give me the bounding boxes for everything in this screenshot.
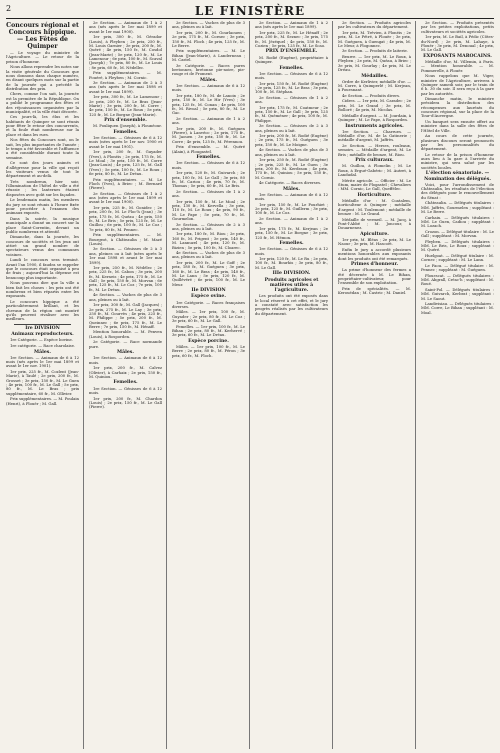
paragraph: 1re Catégorie. — Races françaises diverses. <box>172 299 245 309</box>
page-number: 2 <box>6 4 12 13</box>
paragraph: 1er prix, M. Trévien, à Plonéis ; 2e prix, M. Le Pétré, à Plouër ; 3e prix, M. Guéguen, à Guengat ; 4e prix, M. Le Meur, à Plogonnec. <box>338 29 411 48</box>
column-2 <box>89 21 167 749</box>
paragraph: Carhaix. — Délégués titulaires : MM. Le Guen, Cadiou ; suppléant : M. Lozach. <box>421 214 494 229</box>
paragraph: 1er prix, 200 fr., M. Guyader (Yves), à Plonéis ; 2e prix, 175 fr., M. Le Moal ; 3e prix, 150 fr., M. Corre (Jean-Louis) ; 4e prix, 125 fr., M. Gall (Yves) ; 5e prix, 100 fr., M. Le Roux ; 6e prix, 80 fr., M. Le Dréau. <box>89 149 162 177</box>
paragraph: 1re Section. — Génisses de 6 à 12 mois. <box>89 385 162 395</box>
paragraph: 2e Section. — Herses, rouleaux, semoirs. — Médaille d'argent, M. Le Bris ; médaille de bronze, M. Riou. <box>338 143 411 157</box>
paragraph: Lundi le concours sera terminé. Avant l'an 1900, il faudra se rappeler que le concours était organisé à peu de frais ; aujourd'hui la dépense est beaucoup plus importante. <box>6 257 79 280</box>
paragraph: 2e Section. — Génisses de 1 à 2 ans. <box>255 94 328 105</box>
paragraph: Ces jours-là, les élus et les habitants de Quimper se sont réunis pour fêter le retour des concurrents, et la foule était nombreuse sur la place et dans les rues. <box>6 114 79 137</box>
paragraph: 1er prix, 300 fr., M. Gall (Jacques) ; 2e prix, 275 fr., M. Le Lay ; 3e prix, 250 fr., M. Gourvès ; 4e prix, 225 fr., M. Philippe ; 5e prix, 200 fr., M. Queinnec ; 6e prix, 175 fr., M. Le Berre ; 7e prix, 150 fr., M. Hénaff. <box>89 302 162 329</box>
paragraph: 1er prix, 300 fr., M. Le Lamenour ; 2e prix, 250 fr., M. Le Bras (Jean-Marie) ; 3e prix, 200 fr., M. Corre ; 4e prix, 150 fr., M. Le Roux ; 5e prix, 125 fr., M. Le Borgne (Jean-Marie). <box>89 94 162 117</box>
paragraph: 1er prix, 200 fr., M. Le Goff ; 2e prix, 180 fr., M. Guéguen ; 3e prix, 160 fr., M. Le Bras ; 4e prix, 140 fr., M. Le Lann ; 5e prix, 120 fr., M. Quillévéré ; 6e prix, 100 fr., M. Le Meur. <box>172 259 245 287</box>
paragraph: Crozon. — Délégué titulaire : M. Le Gall ; suppléant : M. Morvan. <box>421 228 494 239</box>
section-heading: Primes d'honneur. <box>350 262 399 268</box>
paragraph: 2e Section. — Génisses de 1 à 2 ans (nées après le 1er mai 1899 et avant le 1er mai 1900). <box>89 190 162 205</box>
section-heading: Instruments agricoles. <box>345 123 404 129</box>
paragraph: Mâles. — 1er prix, 100 fr., M. Guyader ; 2e prix, 80 fr., M. Le Coz ; 3e prix, 60 fr., M. Le Gall. <box>172 309 245 324</box>
paragraph: 1er prix, 200 fr., M. Rodié (Eugène) ; 2e prix, 175 fr., M. Guéguen ; 3e prix, 150 fr., M. Le Moigne. <box>255 133 328 147</box>
paragraph: Médaille d'or, M. Villemin, à Paris. — Mention honorable. — M. Pommerelle, à Plouër. <box>421 58 494 73</box>
paragraph: Cidres. — 1er prix, M. Caradec ; 2e prix, M. Le Grand ; 3e prix, M. Bolloré ; 4e prix, M. Nicolas. <box>338 98 411 113</box>
paragraph: Voici, pour l'arrondissement de Châteaulin, les résultats de l'élection des délégués pour le renouvellement du Sénat : <box>421 181 494 200</box>
paragraph: 1er prix, 200 fr., M. Chardon (Louis) ; 2e prix, 150 fr., M. Le Gall (Pierre). <box>89 395 162 410</box>
paragraph: Un banquet sera ensuite offert au ministre dans la salle des fêtes de l'Hôtel de Ville. <box>421 119 494 133</box>
section-heading: Mâles. <box>117 350 134 356</box>
page-header <box>6 4 494 19</box>
paragraph: La prime d'honneur des fermes a été décernée à M. Le Bihan, propriétaire-cultivateur, pour l'ensemble de son exploitation. <box>338 267 411 286</box>
paragraph: 2e Catégorie. — Race normande pure. <box>89 339 162 349</box>
paragraph: Médaille d'or : M. Coatalem, horticulteur à Quimper ; médaille d'argent : M. Toulemont ; médaille de bronze : M. Le Grand. <box>338 198 411 217</box>
column-1 <box>6 21 84 749</box>
article-columns <box>6 21 494 749</box>
paragraph: Châteaulin. — Délégués titulaires : MM. Jaffrès, Gourmelen ; suppléant : M. Le Berre. <box>421 200 494 215</box>
paragraph: Beurre. — 1er prix, M. Le Roux, à Pleyben ; 2e prix, M. Quéau, à Briec ; 3e prix, M. Gourlay ; 4e prix, M. Le Dréau. <box>338 53 411 72</box>
paragraph: 1er prix, 225 fr., M. Le Hénaff ; 2e prix, 200 fr., M. Seznec ; 3e prix, 175 fr., M. Jézéquel ; 4e prix, 150 fr., M. Cozien ; 5e prix, 125 fr., M. Le Scao. <box>255 29 328 48</box>
paragraph: 1re Section. — Génisses de 6 à 12 mois. <box>255 246 328 256</box>
paragraph: 2e Section. — Vaches de plus de 3 ans, pleines ou à lait. <box>172 21 245 30</box>
paragraph: 1er prix, 175 fr., M. Kerjean ; 2e prix, 150 fr., M. Le Borgne ; 3e prix, 125 fr., M. Hémon. <box>255 225 328 240</box>
paragraph: 4e Section. — Vaches de plus de 3 ans, pleines ou à lait. <box>89 292 162 302</box>
paragraph: Dimanche, dans la journée, les concours de sociétés et les jeux ont attiré un grand nombre de spectateurs venus des communes voisines. <box>6 234 79 257</box>
paragraph: Médaille d'argent. — M. Jourdain, à Quimper ; M. Le Pape, à Rosporden. <box>338 112 411 123</box>
paragraph: 1re Section. — Génisses de 6 à 12 mois. <box>172 160 245 170</box>
section-heading: IIIe DIVISION. <box>272 271 311 277</box>
paragraph: 3e Catégorie. — Races pures bretonnes, bretonne pie-noire, pie-rouge et de Froment. <box>172 62 245 77</box>
paragraph: 2e Section. — Produits agricoles par les cultivateurs du département. <box>338 21 411 30</box>
paragraph: 1er prix, 180 fr., M. de Lanoix ; 2e prix, 150 fr., M. Le Hir (Yves) ; 3e prix, 125 fr., M. Conan ; 4e prix, 100 fr., M. Rivoal ; 5e prix, 80 fr., M. Le Gac. <box>172 92 245 116</box>
paragraph: 1re Section. — Génisses de 6 à 12 mois (nées après le 1er nov. 1900 et avant le 1er mai 1901). <box>89 135 162 149</box>
paragraph: 1re Section. — Animaux de 6 à 12 mois. <box>172 83 245 93</box>
paragraph: Médaille de vermeil. — M. Jacq, à Pont-l'Abbé ; M. Joncour, à Douarnenez. <box>338 216 411 231</box>
paragraph: 4e Section. — Produits divers. <box>342 92 401 98</box>
paragraph: M. Rodié (Eugène), propriétaire à Quimper. <box>255 54 328 64</box>
paragraph: Ce sont des jours animés et d'allégresse pour la ville qui reçoit les visiteurs venus de tout le département et au-delà. <box>6 160 79 179</box>
section-heading: Produits agricoles et matières utiles à l'agriculture. <box>264 277 319 293</box>
paragraph: Le retour de la prison d'honneur aura lieu à la gare à l'arrivée du ministre, qui sera salué par les sociétés locales. <box>421 151 494 170</box>
paragraph: Prix supplémentaires. — M. Bourgeot, à Châteaulin ; M. Mazé (Louis). <box>89 232 162 246</box>
paragraph: 3e Section. — Animaux de 2 à 3 ans (nés après le 1er mai 1898 et avant le 1er mai 1899). <box>89 80 162 94</box>
paragraph: 2e Section. — Animaux de 1 à 2 ans. <box>172 115 245 126</box>
paragraph: 1er prix, M. Bléas ; 2e prix, M. Le Naour ; 3e prix, M. Hascoët. <box>338 237 411 247</box>
paragraph: M. Guillou, à Plomelin ; M. Le Roux, à Ergué-Gabéric ; M. Autret, à Landudal. <box>338 163 411 178</box>
paragraph: Enfin le jury a accordé plusieurs mentions honorables aux exposants dont les produits ont été remarqués. <box>338 246 411 261</box>
section-heading: PRIX D'ENSEMBLE. <box>265 49 318 55</box>
paragraph: 1er prix, 120 fr., M. Guivarch ; 2e prix, 100 fr., M. Le Gall ; 3e prix, 80 fr., M. Cariou ; 4e prix, 70 fr., M. Thomas ; 5e prix, 60 fr., M. Le Bris. <box>172 170 245 189</box>
paragraph: 2e Section. — Animaux de 1 à 2 ans. <box>255 215 328 226</box>
section-heading: Concours régional et Concours hippique. — Les Fêtes de Quimper <box>6 22 79 50</box>
paragraph: 1er prix, 225 fr., M. Cozlent (Jean-Marie), à Taulé ; 2e prix, 200 fr., M. Grosset ; 3e prix, 150 fr., M. Le Guen ; 4e prix, 100 fr., M. Le Gall ; 5e prix, 80 fr., M. Le Bras ; prix supplémentaire, 60 fr., M. Ollivier. <box>6 368 79 396</box>
section-heading: Mâles. <box>200 77 217 83</box>
paragraph: 4e Section. — Vaches de plus de 3 ans, pleines ou à lait. <box>172 250 245 260</box>
paragraph: Ordre de Kerlivier, médaille d'or. — M. Corre, à Quimperlé ; M. Kerjean, à Fouesnant. <box>338 78 411 93</box>
paragraph: Plouescat. — Délégués titulaires : MM. Abgrall, Créac'h ; suppléant : M. Roué. <box>421 272 494 287</box>
column-6 <box>421 21 494 749</box>
paragraph: 3e Section. — Génisses de 2 à 3 ans, pleines ou à lait. <box>172 221 245 231</box>
paragraph: — Le voyage du ministre de l'Agriculture. — Le retour de la prison d'honneur. <box>6 50 79 64</box>
paragraph: 3e Section. — Génisses de 2 à 3 ans, pleines ou à lait. <box>255 123 328 133</box>
paragraph: Dans la soirée, la musique municipale a donné un concert sur la place Saint-Corentin, devant un public nombreux et attentif. <box>6 215 79 234</box>
paragraph: Le Faou. — Délégué titulaire : M. Pennec ; suppléant : M. Guéguen. <box>421 262 494 273</box>
paragraph: M. Pouliquen (Joseph), à Plounéour. <box>93 123 162 129</box>
paragraph: Le concours hippique a été particulièrement brillant, et les chevaux de la région ont montré qu'ils peuvent rivaliser avec les meilleurs. <box>6 298 79 322</box>
paragraph: 1re Section. — Animaux de 6 à 12 mois. <box>255 191 328 202</box>
column-4 <box>255 21 333 749</box>
section-heading: Prix culturaux. <box>355 158 394 164</box>
paragraph: 2e Section. — Animaux de 1 à 2 ans (nés après le 1er mai 1899 et avant le 1er mai 1900). <box>89 21 162 34</box>
paragraph: Très nombreux, hier soir, l'illumination de l'hôtel de ville a été réussie ; les lanternes étaient disposées avec goût sur les façades. <box>6 178 79 197</box>
section-heading: Médailles. <box>361 73 388 79</box>
paragraph: 1er prix, 180 fr., M. Riou ; 2e prix, 160 fr., M. Prigent ; 3e prix, 140 fr., M. Lannuzel ; 4e prix, 120 fr., M. Bizien ; 5e prix, 100 fr., M. Cloarec. <box>172 231 245 250</box>
paragraph: Huelgoat. — Délégué titulaire : M. Cornec ; suppléant : M. Le Lann. <box>421 252 494 263</box>
paragraph: 4e Catégorie. — Races diverses. <box>259 180 322 186</box>
paragraph: 1er prix, 250 fr., M. Rodié (Eugène) ; 2e prix, 225 fr., M. Le Guen ; 3e prix, 200 fr., M. Kerdraon ; 4e prix, 175 fr., M. Quiniou ; 5e prix, 150 fr., M. Cornic. <box>255 157 328 180</box>
section-heading: Apiculture. <box>360 231 389 237</box>
paragraph: Le lendemain matin, les membres du jury se sont réunis à l'heure fixée pour procéder à l'examen des animaux exposés. <box>6 197 79 216</box>
paragraph: Les produits ont été exposés dans le local réservé à cet effet, et le jury a constaté avec satisfaction les progrès réalisés par les cultivateurs du département. <box>255 293 328 316</box>
section-heading: IIe DIVISION <box>191 288 226 294</box>
paragraph: Dimanche matin, le ministre présidera la distribution des récompenses aux lauréats du concours régional, sur la place de la Tour-d'Auvergne. <box>421 96 494 119</box>
paragraph: Prix de spécialités. — M. Kerouédan ; M. Castric ; M. Daniel. <box>338 285 411 296</box>
paragraph: 1re Section. — Animaux de 6 à 12 mois. <box>89 355 162 365</box>
column-3 <box>172 21 250 749</box>
paragraph: Prix d'ensemble. — M. Quéré (Alain), à Plougastel. <box>172 144 245 154</box>
paragraph: 4e Section. — Vaches de plus de 3 ans, pleines ou à lait. <box>255 147 328 157</box>
paragraph: 1er prix, 150 fr., M. Rodié (Eugène) ; 2e prix, 125 fr., M. Le Bras ; 3e prix, 100 fr., M. Stéphan. <box>255 80 328 95</box>
paragraph: 1er prix, 200 fr., M. Calvez (Olivier), à Carhaix ; 2e prix, 150 fr., M. Quiniou. <box>89 365 162 379</box>
paragraph: 1re Section. — Génisses de 6 à 12 mois. <box>255 70 328 81</box>
paragraph: Nous rappelons que M. Viger, ministre de l'Agriculture, arrivera à Quimper samedi soir, par le train de 6 h. 30 du soir. Il sera reçu à la gare par les autorités. <box>421 73 494 96</box>
paragraph: 2e Section. — Produits présentés par les petites exploitations, petits cultivateurs et sociétés agricoles. <box>421 21 494 34</box>
paragraph: 1er prix, 150 fr., M. Le Pourhiet ; 2e prix, 125 fr., M. Guillerm ; 3e prix, 100 fr., M. Le Coz. <box>255 201 328 216</box>
paragraph: Landivisiau. — Délégués titulaires : MM. Corre, Le Bihan ; suppléant : M. Moal. <box>421 301 494 315</box>
paragraph: 2e Section. — Génisses de 1 à 2 ans. <box>172 188 245 199</box>
section-heading: Prix d'ensemble. <box>104 118 147 124</box>
paragraph: Mâles. — 1er prix, 100 fr., M. Le Berre ; 2e prix, 80 fr., M. Péron ; 3e prix, 60 fr., M. Floch. <box>172 344 245 358</box>
paragraph: 3e Section. — Génisses de 2 à 3 ans, pleines ou à lait (nées après le 1er mai 1898 et avant le 1er mai 1899). <box>89 246 162 265</box>
paragraph: Chers, comme l'on sait, la journée est la première de la République. On a publié le programme des fêtes et des réjouissances organisées par la municipalité, et la ville était décorée. <box>6 91 79 114</box>
paragraph: 1er prix, 175 fr., M. Coatmeur ; 2e prix, 150 fr., M. Le Gall ; 3e prix, 125 fr., M. Quéméner ; 4e prix, 100 fr., M. Philippe. <box>255 104 328 123</box>
paragraph: Mérite agricole. — Officier : M. Le Stum, maire de Plogastel ; Chevaliers : MM. Cornic, Le Gall, Queffélec. <box>338 177 411 192</box>
section-heading: Femelles. <box>113 380 138 386</box>
paragraph: 1er prix, 120 fr., M. Le Ru ; 2e prix, 100 fr., M. Bourhis ; 3e prix, 80 fr., M. Le Gall. <box>255 256 328 270</box>
paragraph: 2e Section. — Animaux de 1 à 2 ans (nés après le 1er mai 1899). <box>255 21 328 30</box>
paragraph: 1re catégorie. — Race charolaise. <box>10 342 76 348</box>
paragraph: Pleyben. — Délégués titulaires : MM. Le Bris, Le Roux ; suppléant : M. Quéré. <box>421 238 494 253</box>
section-heading: Femelles. <box>113 129 138 135</box>
paragraph: Saint-Pol. — Délégués titulaires : MM. Guivarch, Kerbrat ; suppléant : M. Le Saout. <box>421 286 494 301</box>
section-heading: Mâles. <box>34 349 51 355</box>
section-heading: Femelles. <box>279 241 304 247</box>
paragraph: Au cours de cette journée, plusieurs discours seront prononcés par les personnalités du département. <box>421 133 494 152</box>
paragraph: 1er prix, 200 fr., M. Gourlaouen ; 2e prix, 175 fr., M. Cornec ; 3e prix, 150 fr., M. Floch ; 4e prix, 125 fr., M. Le Berre. <box>172 29 245 48</box>
paragraph: Nos fêtes du Concours sont, on le sait, les plus importantes de l'année ; le temps a été favorable et l'affluence a été considérable durant toute la semaine. <box>6 137 79 160</box>
paragraph: 1re Section. — Animaux de 6 à 12 mois (nés après le 1er mai 1899 et avant le 1er nov. 1901). <box>6 354 79 369</box>
paragraph: Mention honorable. — M. Penven (Louis), à Rosporden. <box>89 329 162 339</box>
paragraph: 3e Section. — Produits de laiterie. <box>342 48 408 54</box>
section-heading: Femelles. <box>279 65 304 71</box>
paragraph: 1er prix, 300 fr., M. Gérador (Louis), à Pleyben ; 2e prix, 250 fr., M. Louis Garnier ; 3e prix, 200 fr., M. Quéré ; 4e prix, 150 fr., M. Cosdol (Jean-Marie) ; 5e prix, 120 fr., M. Le Lamenour ; 6e prix, 100 fr., M. Scaval (Joseph) ; 7e prix, 80 fr., M. Le Louis ; 8e prix, 60 fr., M. Nédellec. <box>89 34 162 70</box>
section-heading: Horticulture. <box>357 192 392 198</box>
paragraph: 1er prix, 250 fr., M. Nédélec ; 2e prix, 225 fr., M. Cabon ; 3e prix, 200 fr., M. Kerneis ; 4e prix, 175 fr., M. Le Gall ; 5e prix, 150 fr., M. Morvan ; 6e prix, 125 fr., M. Le Coz ; 7e prix, 100 fr., M. Le Dréau. <box>89 265 162 292</box>
paragraph: Nous pouvons dire que la ville a bien fait les choses : les prix ont été nombreux et bien répartis entre les exposants. <box>6 280 79 299</box>
section-heading: Espèce ovine. <box>191 294 226 300</box>
section-heading: EXPOSANTS MAROCAINS. <box>423 53 492 59</box>
paragraph: Femelles. — 1er prix, 100 fr., M. Le Bihan ; 2e prix, 80 fr., M. Kerhervé ; 3e prix, 60 fr., M. Le Dréau. <box>172 323 245 338</box>
section-heading: Femelles. <box>196 155 221 161</box>
paragraph: 1er prix, 200 fr., M. Guéguen (Pierre), à Lanvéoc ; 2e prix, 175 fr., M. Jaouen ; 3e prix, 150 fr., M. Le Corre ; 4e prix, 125 fr., M. Pérennou. <box>172 125 245 144</box>
section-divider <box>14 324 71 325</box>
section-heading: Animaux reproducteurs. <box>11 332 74 338</box>
section-heading: Ire DIVISION <box>25 326 60 332</box>
newspaper-title: LE FINISTÈRE <box>194 4 306 18</box>
paragraph: 1re Section. — Charrues. — Médaille d'or, M. de la Gatinerie ; médaille d'argent, M. Jaffrès. <box>338 128 411 143</box>
paragraph: 1er prix, 225 fr., M. Gonidec ; 2e prix, 200 fr., M. Le Floc'h (Jean) ; 3e prix, 175 fr., M. Quéau ; 4e prix, 150 fr., M. Le Bris ; 5e prix, 125 fr., M. Le Guillou ; 6e prix, 100 fr., M. Le Coz ; 7e prix, 80 fr., M. Pennec. <box>89 205 162 232</box>
section-heading: L'élection sénatoriale. — Nomination des délégués. <box>424 171 491 182</box>
section-heading: Espèce porcine. <box>188 338 229 344</box>
paragraph: Prix supplémentaires. — M. Poulain (Henri), à Plouër ; M. Gall. <box>6 396 79 406</box>
column-5 <box>338 21 416 749</box>
section-heading: Mâles. <box>283 186 300 192</box>
paragraph: Prix supplémentaires. — M. Fouéré, à Pleyben ; M. Cornic. <box>89 70 162 80</box>
paragraph: Prix supplémentaires. — M. Le Floch (Yves), à Briec ; M. Bernard (Pierre). <box>89 176 162 191</box>
paragraph: 1er prix, M. Le Bail, à Pédic (Côtes-du-Nord) ; 2e prix, M. Lahaye, à Plouër ; 3e prix, M. Denoual ; 4e prix, M. Le Gall. <box>421 34 494 53</box>
paragraph: 1er prix, 150 fr., M. Le Moal ; 2e prix, 130 fr., M. Kervella ; 3e prix, 110 fr., M. Le Roux ; 4e prix, 90 fr., M. Le Pape ; 5e prix, 70 fr., M. Gourmelon. <box>172 198 245 222</box>
paragraph: Nous allons reprendre les notes sur la visite générale du Concours que nous donnons dans chaque numéro, en disant quelques mots sur la partie de la journée qui a précédé la distribution des prix. <box>6 64 79 91</box>
paragraph: Prix supplémentaires. — M. Le Bihan (Jean-Marie), à Landerneau ; M. Castel. <box>172 48 245 63</box>
paragraph: 1re Catégorie. — Espèce bovine. <box>10 337 73 343</box>
